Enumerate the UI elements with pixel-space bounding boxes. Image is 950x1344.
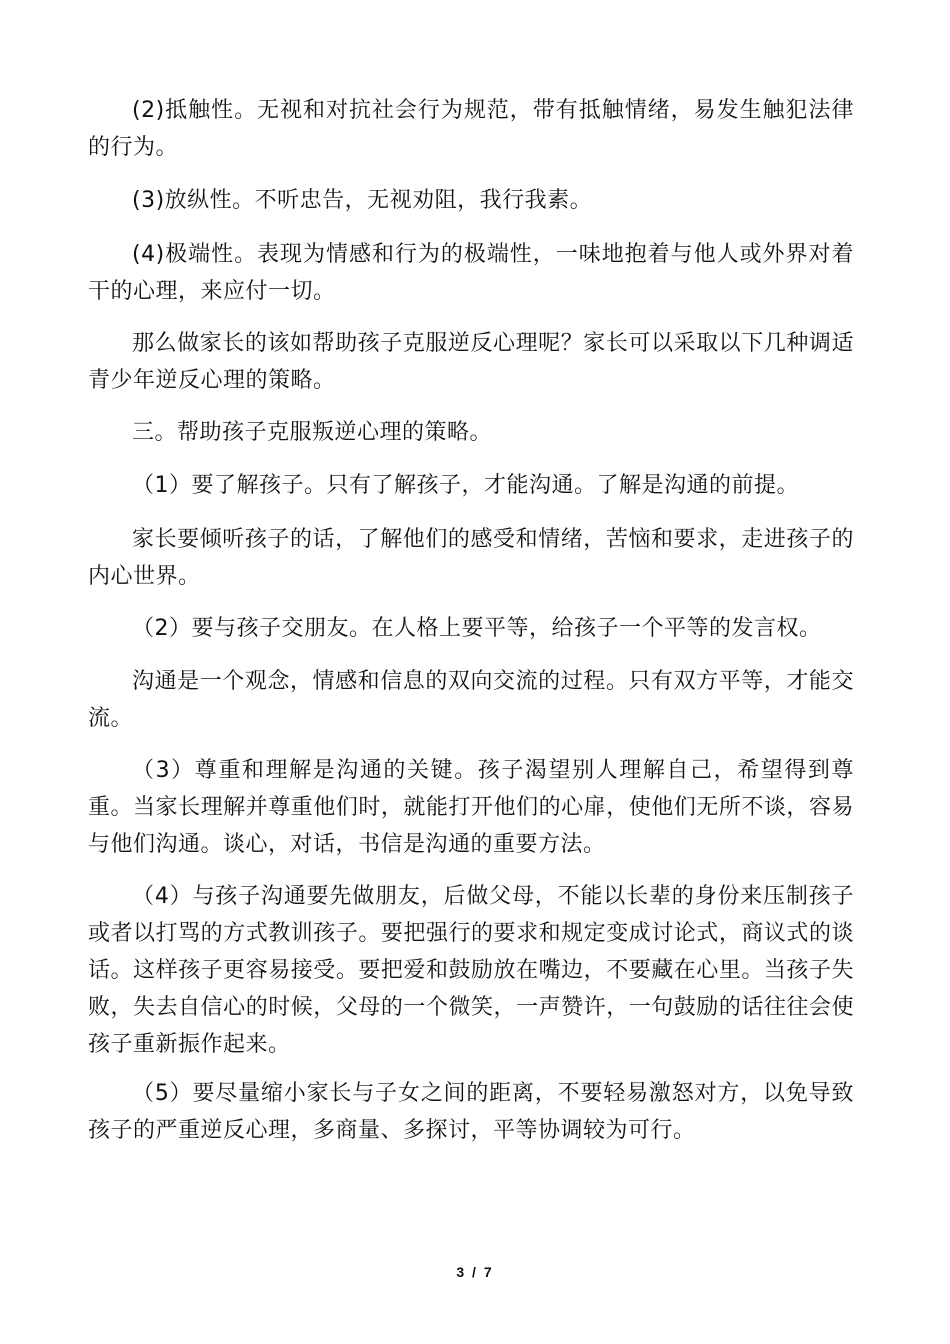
paragraph-indulgence: (3)放纵性。不听忠告，无视劝阻，我行我素。	[132, 188, 593, 213]
paragraph-strategy-4: （4）与孩子沟通要先做朋友，后做父母，不能以长辈的身份来压制孩子或者以打骂的方式教训孩子。要把强行的要求和规定变成讨论式，商议式的谈话。这样孩子更容易接受。要把爱和鼓励放在嘴边，不要藏在心里。当孩子失败，失去自信心的时候，父母的一个微笑，一声赞许，一句鼓励的话往往会使孩子重新振作起来。	[88, 884, 854, 1057]
paragraph-strategy-5: （5）要尽量缩小家长与子女之间的距离，不要轻易激怒对方，以免导致孩子的严重逆反心理，多商量、多探讨，平等协调较为可行。	[88, 1081, 854, 1143]
paragraph-transition: 那么做家长的该如帮助孩子克服逆反心理呢？家长可以采取以下几种调适青少年逆反心理的策略。	[88, 331, 854, 393]
paragraph-strategy-2: （2）要与孩子交朋友。在人格上要平等，给孩子一个平等的发言权。	[132, 616, 822, 641]
page-number: 3 / 7	[456, 1264, 494, 1280]
section-heading-strategies: 三。帮助孩子克服叛逆心理的策略。	[132, 420, 493, 445]
paragraph-strategy-1: （1）要了解孩子。只有了解孩子，才能沟通。了解是沟通的前提。	[132, 473, 799, 498]
paragraph-extremeness: (4)极端性。表现为情感和行为的极端性，一味地抱着与他人或外界对着干的心理，来应付一切。	[88, 242, 854, 304]
paragraph-listen: 家长要倾听孩子的话，了解他们的感受和情绪，苦恼和要求，走进孩子的内心世界。	[88, 527, 854, 589]
paragraph-strategy-3: （3）尊重和理解是沟通的关键。孩子渴望别人理解自己，希望得到尊重。当家长理解并尊重他们时，就能打开他们的心扉，使他们无所不谈，容易与他们沟通。谈心，对话，书信是沟通的重要方法。	[88, 758, 854, 857]
paragraph-communication: 沟通是一个观念，情感和信息的双向交流的过程。只有双方平等，才能交流。	[88, 669, 854, 731]
paragraph-resistance: (2)抵触性。无视和对抗社会行为规范，带有抵触情绪，易发生触犯法律的行为。	[88, 98, 854, 160]
